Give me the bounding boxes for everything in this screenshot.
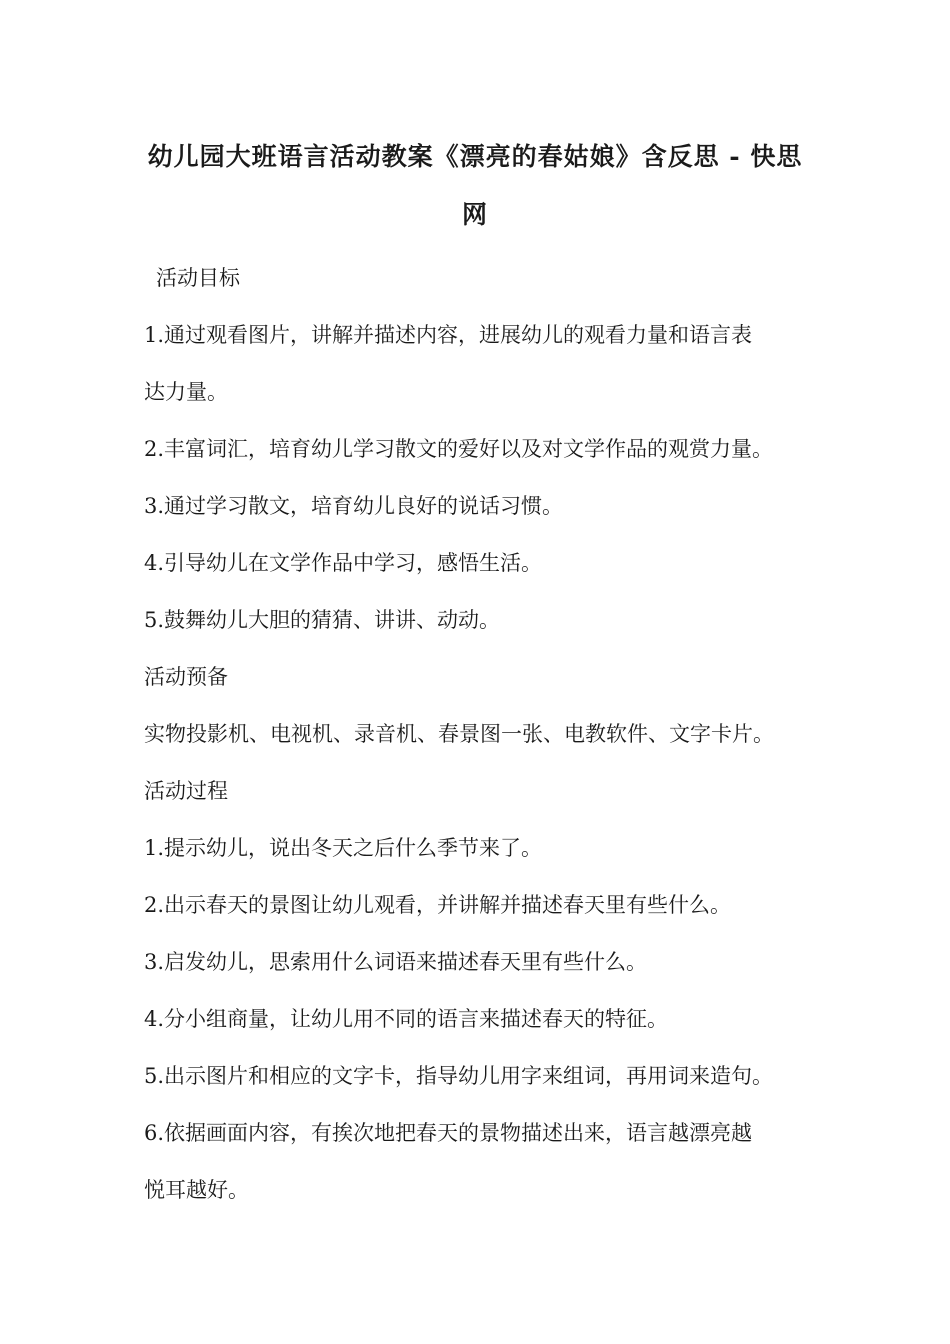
paragraph-line: 5.出示图片和相应的文字卡，指导幼儿用字来组词，再用词来造句。 — [144, 1064, 774, 1088]
paragraph-line: 达力量。 — [144, 380, 228, 404]
title-line-1: 幼儿园大班语言活动教案《漂亮的春姑娘》含反思 - 快思 — [147, 142, 803, 171]
paragraph-line: 4.引导幼儿在文学作品中学习，感悟生活。 — [144, 551, 543, 575]
document-title — [140, 128, 810, 244]
paragraph-line: 1.通过观看图片，讲解并描述内容，进展幼儿的观看力量和语言表 — [144, 323, 753, 347]
paragraph-line: 3.启发幼儿，思索用什么词语来描述春天里有些什么。 — [144, 950, 648, 974]
paragraph-line: 1.提示幼儿，说出冬天之后什么季节来了。 — [144, 836, 543, 860]
title-line-2: 网 — [461, 200, 488, 229]
section-heading-preparation: 活动预备 — [144, 665, 228, 689]
paragraph-line: 3.通过学习散文，培育幼儿良好的说话习惯。 — [144, 494, 564, 518]
paragraph-line: 悦耳越好。 — [144, 1178, 249, 1202]
paragraph-line: 6.依据画面内容，有挨次地把春天的景物描述出来，语言越漂亮越 — [144, 1121, 753, 1145]
paragraph-line: 4.分小组商量，让幼儿用不同的语言来描述春天的特征。 — [144, 1007, 669, 1031]
section-heading-process: 活动过程 — [144, 779, 228, 803]
paragraph-line: 5.鼓舞幼儿大胆的猜猜、讲讲、动动。 — [144, 608, 501, 632]
section-heading-goals: 活动目标 — [156, 266, 240, 290]
paragraph-line: 实物投影机、电视机、录音机、春景图一张、电教软件、文字卡片。 — [144, 722, 774, 746]
paragraph-line: 2.出示春天的景图让幼儿观看，并讲解并描述春天里有些什么。 — [144, 893, 732, 917]
paragraph-line: 2.丰富词汇，培育幼儿学习散文的爱好以及对文学作品的观赏力量。 — [144, 437, 774, 461]
